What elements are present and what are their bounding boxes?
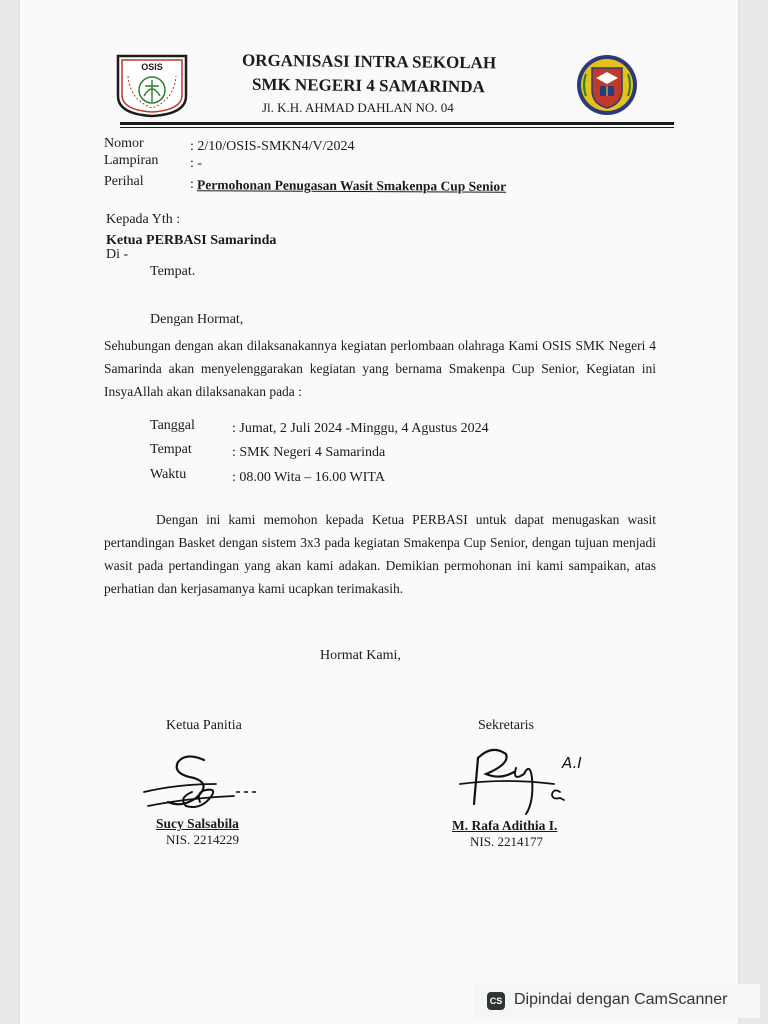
recipient-line-3: Di - xyxy=(106,247,129,262)
camscanner-watermark xyxy=(474,984,760,1018)
signature-left-icon xyxy=(138,748,268,822)
camscanner-text: Dipindai dengan CamScanner xyxy=(514,991,728,1008)
lampiran-label: Lampiran xyxy=(104,153,159,168)
signer-left-nis: NIS. 2214229 xyxy=(166,832,239,847)
recipient-line-4: Tempat. xyxy=(150,264,196,279)
signer-right-nis: NIS. 2214177 xyxy=(470,834,543,849)
detail-value-tempat: : SMK Negeri 4 Samarinda xyxy=(232,445,386,460)
body-paragraph-2-text: Dengan ini kami memohon kepada Ketua PERBASI untuk dapat menugaskan wasit pertandingan Basket dengan sistem 3x3 pada kegiatan Smakenpa Cup Senior, dengan tujuan menjadi wasit pada pertandingan yang akan kami adakan. Demikian permohonan ini kami sampaikan, atas perhatian dan kerjasamanya kami ucapkan terimakasih. xyxy=(104,512,656,596)
detail-value-tanggal: : Jumat, 2 Juli 2024 -Minggu, 4 Agustus 2024 xyxy=(232,421,489,436)
detail-value-waktu: : 08.00 Wita – 16.00 WITA xyxy=(232,470,385,485)
detail-label-tanggal: Tanggal xyxy=(150,418,195,433)
nomor-label: Nomor xyxy=(104,136,144,151)
detail-label-tempat: Tempat xyxy=(150,442,192,457)
perihal-value: Permohonan Penugasan Wasit Smakenpa Cup Senior xyxy=(196,177,507,194)
kop-address: Jl. K.H. AHMAD DAHLAN NO. 04 xyxy=(262,100,454,115)
osis-logo-icon xyxy=(112,52,192,118)
school-crest-icon xyxy=(574,52,640,118)
signer-left-title: Ketua Panitia xyxy=(166,718,242,733)
lampiran-value: : - xyxy=(190,156,203,171)
closing-hormat: Hormat Kami, xyxy=(320,648,401,663)
kop-line-2: SMK NEGERI 4 SAMARINDA xyxy=(251,74,485,97)
osis-logo-text: OSIS xyxy=(141,62,163,72)
signer-right-name: M. Rafa Adithia I. xyxy=(452,818,558,833)
body-paragraph-1: Sehubungan dengan akan dilaksanakannya kegiatan perlombaan olahraga Kami OSIS SMK Negeri 4 Samarinda akan menyelenggarakan kegiatan yang bernama Smakenpa Cup Senior, Kegiatan ini InsyaAllah akan dilaksanakan pada : xyxy=(104,338,656,399)
greeting: Dengan Hormat, xyxy=(150,312,244,327)
recipient-line-2: Ketua PERBASI Samarinda xyxy=(106,233,277,248)
detail-label-waktu: Waktu xyxy=(150,467,187,482)
recipient-line-1: Kepada Yth : xyxy=(106,212,181,227)
camscanner-logo-icon: CS xyxy=(487,992,505,1010)
body-paragraph-2 xyxy=(104,508,656,600)
kop-rule-thick xyxy=(120,122,674,125)
signer-right-title: Sekretaris xyxy=(478,718,534,733)
perihal-label: Perihal xyxy=(104,174,144,189)
letter-page xyxy=(20,0,738,1024)
perihal-colon: : xyxy=(190,177,194,192)
kop-line-1: ORGANISASI INTRA SEKOLAH xyxy=(241,50,497,73)
signer-left-name: Sucy Salsabila xyxy=(156,816,239,831)
kop-rule-thin xyxy=(120,127,674,128)
nomor-value: : 2/10/OSIS-SMKN4/V/2024 xyxy=(190,139,355,154)
signature-right-icon xyxy=(456,738,586,822)
signature-right-note: A.I xyxy=(562,754,582,772)
